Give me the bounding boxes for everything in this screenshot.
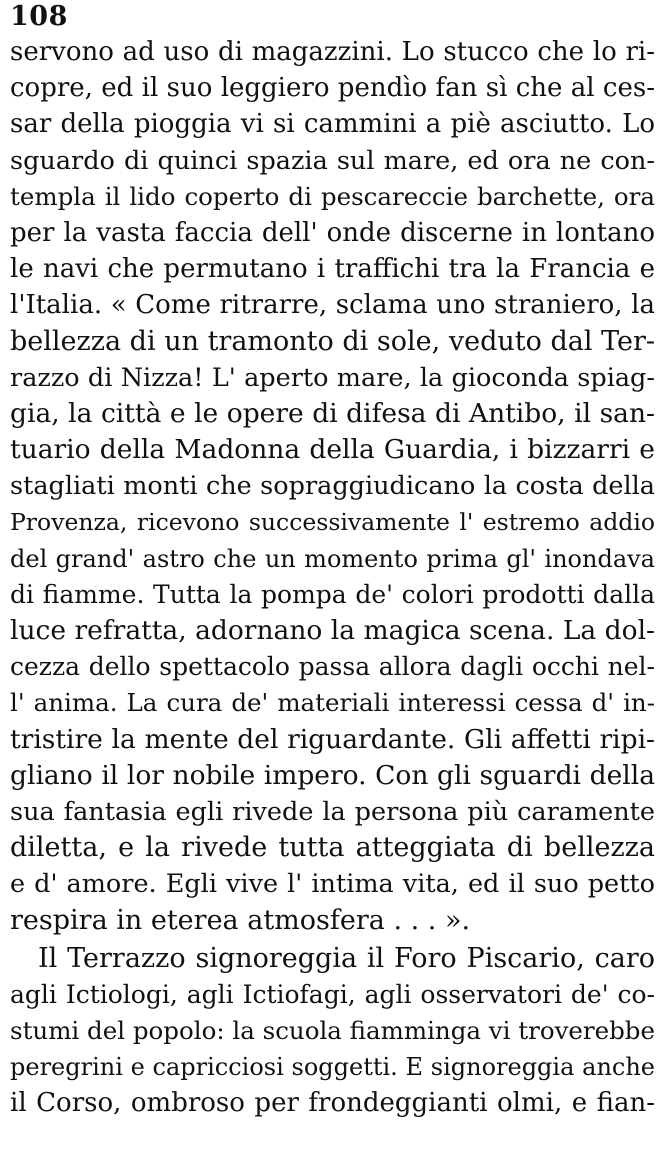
text-line: sguardo di quinci spazia sul mare, ed ora ne con- (10, 145, 655, 176)
text-line: stagliati monti che sopraggiudicano la costa della (10, 471, 655, 502)
text-line: templa il lido coperto di pescareccie barchette, ora (10, 181, 655, 211)
text-line: bellezza di un tramonto di sole, veduto dal Ter- (10, 325, 655, 357)
text-line: sua fantasia egli rivede la persona più caramente (10, 796, 655, 827)
text-line: cezza dello spettacolo passa allora dagli occhi nel- (10, 652, 655, 682)
text-line: luce refratta, adornano la magica scena. La dol- (10, 615, 655, 646)
text-line: le navi che permutano i traffichi tra la Francia e (10, 254, 655, 285)
text-line: sar della pioggia vi si cammini a piè asciutto. Lo (10, 109, 655, 140)
text-line: e d' amore. Egli vive l' intima vita, ed il suo petto (10, 869, 655, 900)
text-line: respira in eterea atmosfera . . . ». (10, 904, 471, 936)
text-line: diletta, e la rivede tutta atteggiata di bellezza (10, 832, 655, 864)
text-line: Il Terrazzo signoreggia il Foro Piscario, caro (38, 942, 655, 974)
text-line: copre, ed il suo leggiero pendìo fan sì che al ces- (10, 73, 655, 104)
text-line: per la vasta faccia dell' onde discerne in lontano (10, 217, 655, 248)
page-number: 108 (10, 1, 68, 32)
text-line: l' anima. La cura de' materiali interessi cessa d' in- (10, 688, 655, 718)
text-line: tuario della Madonna della Guardia, i bizzarri e (10, 434, 655, 466)
text-line: gliano il lor nobile impero. Con gli sguardi della (10, 759, 655, 791)
paragraph-2 (10, 941, 655, 1122)
text-line: servono ad uso di magazzini. Lo stucco che lo ri- (10, 37, 655, 67)
text-line: stumi del popolo: la scuola fiamminga vi troverebbe (10, 1016, 655, 1046)
text-line: razzo di Nizza! L' aperto mare, la gioconda spiag- (10, 362, 655, 393)
text-line: peregrini e capricciosi soggetti. E signoreggia anche (10, 1053, 655, 1082)
paragraph-1 (10, 34, 655, 939)
text-line: Provenza, ricevono successivamente l' estremo addio (10, 508, 655, 537)
text-line: tristire la mente del riguardante. Gli affetti ripi- (10, 723, 655, 755)
text-line: il Corso, ombroso per frondeggianti olmi, e fian- (10, 1088, 655, 1119)
text-line: di fiamme. Tutta la pompa de' colori prodotti dalla (10, 579, 655, 609)
text-line: del grand' astro che un momento prima gl' inondava (10, 544, 655, 573)
text-line: l'Italia. « Come ritrarre, sclama uno straniero, la (10, 290, 655, 321)
text-line: agli Ictiologi, agli Ictiofagi, agli osservatori de' co- (10, 979, 655, 1009)
text-line: gia, la città e le opere di difesa di Antibo, il san- (10, 397, 655, 429)
